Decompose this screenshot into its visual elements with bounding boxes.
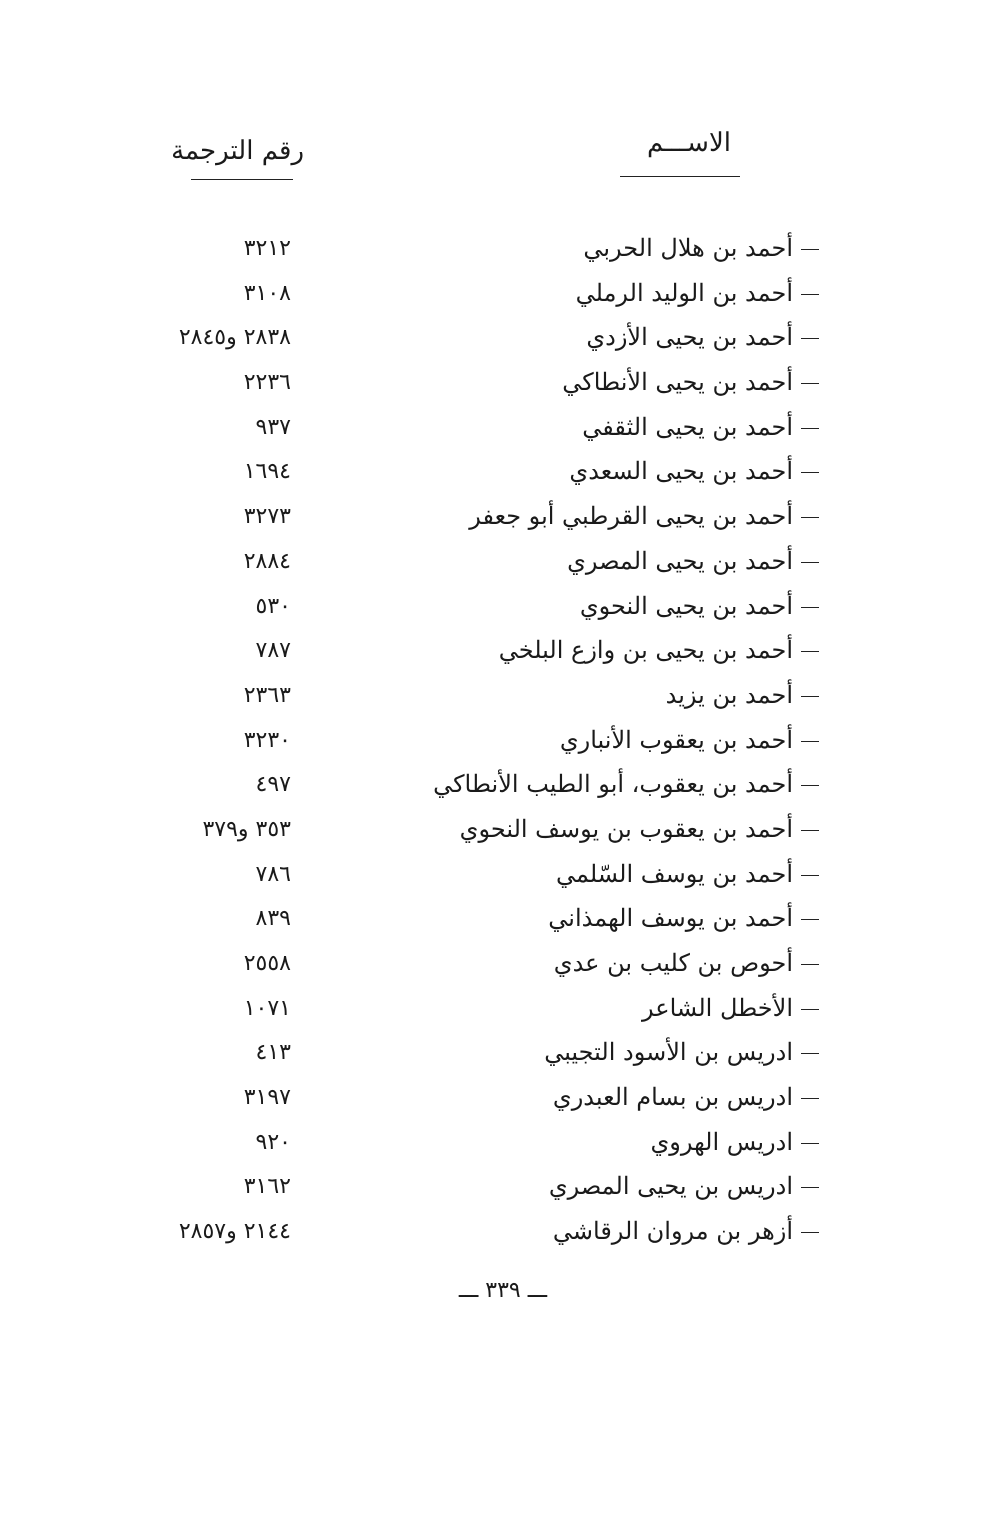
entry-number: ٨٣٩ xyxy=(255,906,291,932)
entry-dash xyxy=(801,785,819,786)
entry-dash xyxy=(801,741,819,742)
entry-name-text: أحمد بن يزيد xyxy=(665,680,793,709)
entry-number: ٣٥٣ و٣٧٩ xyxy=(202,816,291,842)
entry-number: ٢٨٨٤ xyxy=(243,548,291,574)
index-entry xyxy=(0,854,1006,899)
entry-name-text: أحمد بن يوسف الهمذاني xyxy=(548,904,793,933)
entry-name-text: ادريس بن الأسود التجيبي xyxy=(544,1038,793,1067)
entry-dash xyxy=(801,651,819,652)
index-entry xyxy=(0,1122,1006,1167)
entry-dash xyxy=(801,338,819,339)
index-entry xyxy=(0,1077,1006,1122)
entry-number: ١٠٧١ xyxy=(243,995,291,1021)
entry-dash xyxy=(801,607,819,608)
entry-number: ٣٢١٢ xyxy=(243,236,291,261)
entry-name-text: أحمد بن يحيى الثقفي xyxy=(582,412,793,441)
index-entry xyxy=(0,1211,1006,1256)
index-entry xyxy=(0,451,1006,496)
page-number: ـــ ٣٣٩ ـــ xyxy=(458,1278,548,1303)
entry-name xyxy=(556,860,819,888)
entry-dash xyxy=(801,830,819,831)
entry-name-text: أحمد بن يحيى المصري xyxy=(567,546,793,575)
entry-dash xyxy=(801,472,819,473)
index-entry xyxy=(0,988,1006,1033)
index-entries xyxy=(0,228,1006,1256)
entry-name-text: أحمد بن يعقوب الأنباري xyxy=(559,725,793,754)
entry-number: ٢٣٦٣ xyxy=(243,682,291,708)
entry-number: ٢١٤٤ و٢٨٥٧ xyxy=(178,1219,291,1245)
entry-number: ٧٨٧ xyxy=(255,638,291,664)
index-entry xyxy=(0,943,1006,988)
entry-name-text: أحمد بن يحيى الأنطاكي xyxy=(562,368,793,397)
entry-name-text: ادريس بن يحيى المصري xyxy=(548,1172,793,1201)
index-entry xyxy=(0,1166,1006,1211)
entry-number: ٣٢٧٣ xyxy=(243,504,291,530)
entry-number: ٩٢٠ xyxy=(255,1129,291,1155)
entry-number: ١٦٩٤ xyxy=(243,459,291,485)
index-entry xyxy=(0,407,1006,452)
entry-name xyxy=(666,681,819,709)
entry-name-text: أحمد بن الوليد الرملي xyxy=(575,278,793,307)
entry-dash xyxy=(801,1232,819,1233)
index-entry xyxy=(0,720,1006,765)
entry-name-text: أحمد بن يحيى الأزدي xyxy=(586,323,793,352)
index-entry xyxy=(0,764,1006,809)
entry-dash xyxy=(801,294,819,295)
entry-name-text: أحمد بن يوسف السّلمي xyxy=(555,859,793,888)
entry-name xyxy=(583,234,819,262)
entry-name xyxy=(460,815,819,843)
entry-name xyxy=(582,413,819,441)
index-entry xyxy=(0,898,1006,943)
entry-dash xyxy=(801,517,819,518)
entry-name xyxy=(553,1083,819,1111)
entry-name xyxy=(499,636,819,664)
entry-dash xyxy=(801,1187,819,1188)
entry-name-text: أحمد بن يحيى السعدي xyxy=(569,457,793,486)
entry-name xyxy=(433,770,819,798)
entry-name-text: أحمد بن هلال الحربي xyxy=(583,234,793,262)
entry-dash xyxy=(801,383,819,384)
entry-number: ٢٨٣٨ و٢٨٤٥ xyxy=(178,325,291,351)
entry-name-text: ادريس بن بسام العبدري xyxy=(552,1083,793,1112)
entry-dash xyxy=(801,696,819,697)
entry-name xyxy=(544,1038,819,1066)
entry-dash xyxy=(801,428,819,429)
entry-name xyxy=(580,592,819,620)
index-entry xyxy=(0,809,1006,854)
entry-name-text: أحمد بن يعقوب، أبو الطيب الأنطاكي xyxy=(433,770,793,799)
entry-name xyxy=(576,279,819,307)
entry-name-text: أحمد بن يحيى بن وازع البلخي xyxy=(498,636,793,665)
entry-dash xyxy=(801,1009,819,1010)
name-header-underline xyxy=(620,176,740,177)
name-column-header: الاســـم xyxy=(647,128,731,158)
entry-number: ٣١٩٧ xyxy=(243,1085,291,1111)
index-entry xyxy=(0,1032,1006,1077)
entry-name-text: ادريس الهروي xyxy=(650,1127,793,1156)
entry-name-text: أحوص بن كليب بن عدي xyxy=(553,949,793,977)
entry-name xyxy=(642,994,819,1022)
index-entry xyxy=(0,541,1006,586)
index-entry xyxy=(0,630,1006,675)
entry-dash xyxy=(801,1143,819,1144)
entry-dash xyxy=(801,249,819,250)
index-entry xyxy=(0,586,1006,631)
entry-dash xyxy=(801,1098,819,1099)
entry-number: ٤١٣ xyxy=(255,1040,291,1066)
entry-number: ٣٢٣٠ xyxy=(243,727,291,753)
entry-dash xyxy=(801,562,819,563)
index-entry xyxy=(0,273,1006,318)
number-header-underline xyxy=(191,179,293,180)
entry-number: ٣١٠٨ xyxy=(243,280,291,306)
entry-name xyxy=(562,368,819,396)
index-entry xyxy=(0,362,1006,407)
entry-dash xyxy=(801,1053,819,1054)
number-column-header: رقم الترجمة xyxy=(171,136,304,166)
entry-name-text: أحمد بن يحيى القرطبي أبو جعفر xyxy=(469,502,793,531)
entry-name xyxy=(650,1128,819,1156)
entry-number: ٢٢٣٦ xyxy=(243,370,291,396)
entry-number: ٢٥٥٨ xyxy=(243,951,291,976)
entry-number: ٧٨٦ xyxy=(255,861,291,887)
entry-name xyxy=(553,1217,819,1245)
entry-dash xyxy=(801,875,819,876)
entry-name xyxy=(469,502,819,530)
entry-dash xyxy=(801,964,819,965)
entry-dash xyxy=(801,919,819,920)
entry-name xyxy=(549,1172,819,1200)
entry-number: ٥٣٠ xyxy=(255,593,291,619)
index-entry xyxy=(0,675,1006,720)
entry-name xyxy=(560,726,819,754)
entry-name-text: أحمد بن يعقوب بن يوسف النحوي xyxy=(459,814,793,843)
entry-number: ٩٣٧ xyxy=(255,414,291,440)
entry-number: ٣١٦٢ xyxy=(243,1174,291,1200)
index-entry xyxy=(0,317,1006,362)
entry-name xyxy=(569,457,819,485)
entry-name xyxy=(586,323,819,351)
entry-name-text: أحمد بن يحيى النحوي xyxy=(579,591,793,620)
index-entry xyxy=(0,228,1006,273)
entry-name xyxy=(554,949,819,977)
entry-name xyxy=(548,904,819,932)
entry-name xyxy=(567,547,819,575)
entry-name-text: الأخطل الشاعر xyxy=(642,993,793,1022)
entry-name-text: أزهر بن مروان الرقاشي xyxy=(552,1217,793,1246)
entry-number: ٤٩٧ xyxy=(255,772,291,798)
index-entry xyxy=(0,496,1006,541)
